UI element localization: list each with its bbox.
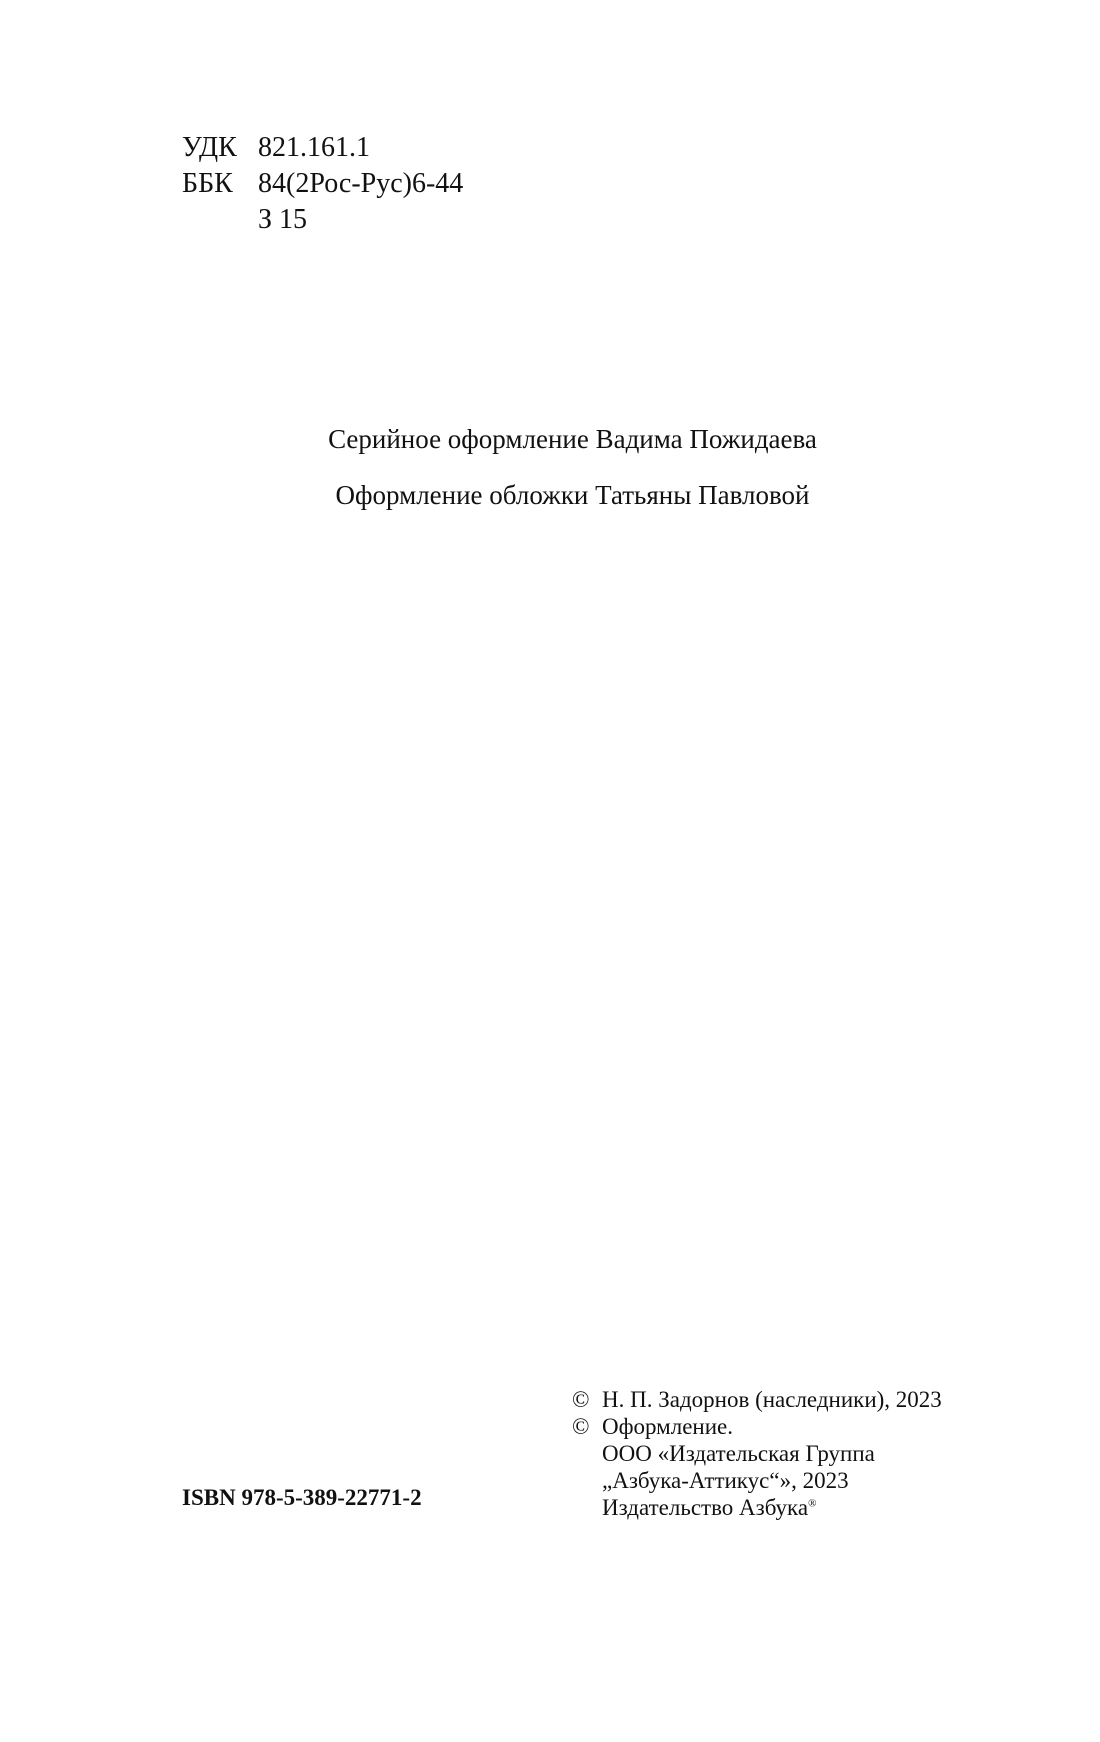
copyright-sign: © (572, 1414, 590, 1439)
udk-row (182, 130, 463, 166)
udk-label: УДК (182, 132, 237, 163)
copyright-sign: © (572, 1387, 590, 1412)
copyright-publisher-line2: „Азбука-Аттикус“», 2023 (602, 1468, 849, 1493)
classification-block (182, 130, 463, 238)
author-mark-label (182, 202, 258, 238)
imprint-name: Издательство Азбука (602, 1495, 809, 1520)
registered-mark: ® (808, 1497, 817, 1510)
copyright-publisher-line1: ООО «Издательская Группа (602, 1441, 875, 1466)
isbn: ISBN 978-5-389-22771-2 (182, 1485, 422, 1510)
copyright-block (572, 1386, 942, 1521)
series-design-credit: Серийное оформление Вадима Пожидаева (328, 424, 817, 454)
author-mark-value: З 15 (258, 204, 308, 235)
copyright-author-row (572, 1386, 942, 1413)
copyright-publisher-row-2 (572, 1467, 942, 1494)
copyright-publisher-row (572, 1440, 942, 1467)
bbk-label: ББК (182, 168, 233, 199)
cover-design-credit: Оформление обложки Татьяны Павловой (335, 480, 810, 510)
author-mark-row (182, 202, 463, 238)
copyright-imprint (602, 1494, 816, 1521)
copyright-design: Оформление. (602, 1414, 733, 1439)
udk-value: 821.161.1 (258, 132, 370, 163)
copyright-imprint-row (572, 1494, 942, 1521)
copyright-author: Н. П. Задорнов (наследники), 2023 (602, 1387, 942, 1412)
bbk-row (182, 166, 463, 202)
copyright-design-row (572, 1413, 942, 1440)
bbk-value: 84(2Рос-Рус)6-44 (258, 168, 464, 199)
